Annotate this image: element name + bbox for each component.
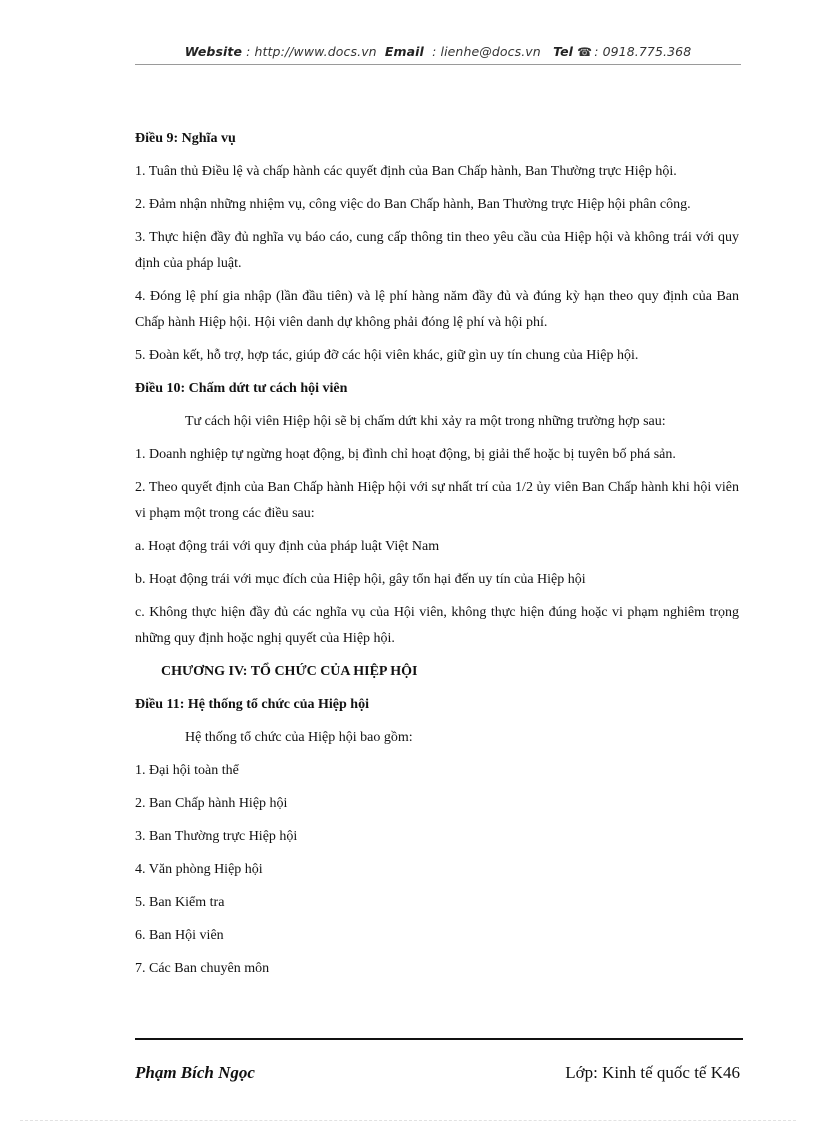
page-bottom-edge — [20, 1120, 796, 1121]
article-11-item-2: 2. Ban Chấp hành Hiệp hội — [135, 796, 288, 811]
article-9-item-3: 3. Thực hiện đầy đủ nghĩa vụ báo cáo, cung cấp thông tin theo yêu cầu của Hiệp hội và không trái với quy định của pháp luật. — [135, 230, 739, 271]
article-11-item-5: 5. Ban Kiểm tra — [135, 895, 225, 910]
article-9-heading: Điều 9: Nghĩa vụ — [135, 131, 236, 146]
article-11-item-1: 1. Đại hội toàn thể — [135, 763, 239, 778]
article-11-item-7: 7. Các Ban chuyên môn — [135, 961, 270, 976]
article-11-item-6: 6. Ban Hội viên — [135, 928, 224, 943]
article-10-item-1: 1. Doanh nghiệp tự ngừng hoạt động, bị đình chỉ hoạt động, bị giải thể hoặc bị tuyên bố phá sản. — [135, 447, 676, 462]
article-10-heading: Điều 10: Chấm dứt tư cách hội viên — [135, 381, 348, 396]
article-9-item-1: 1. Tuân thủ Điều lệ và chấp hành các quyết định của Ban Chấp hành, Ban Thường trực Hiệp hội. — [135, 164, 677, 179]
article-11-intro: Hệ thống tổ chức của Hiệp hội bao gồm: — [185, 730, 413, 745]
telephone-icon: ☎ — [577, 45, 593, 59]
article-10-intro: Tư cách hội viên Hiệp hội sẽ bị chấm dứt khi xảy ra một trong những trường hợp sau: — [185, 414, 666, 429]
footer-divider — [135, 1038, 743, 1040]
article-11-heading: Điều 11: Hệ thống tổ chức của Hiệp hội — [135, 697, 369, 712]
article-10-item-a: a. Hoạt động trái với quy định của pháp luật Việt Nam — [135, 539, 440, 554]
article-10-item-c: c. Không thực hiện đầy đủ các nghĩa vụ của Hội viên, không thực hiện đúng hoặc vi phạm nghiêm trọng những quy định hoặc nghị quyết của Hiệp hội. — [135, 605, 739, 646]
footer-class-info: Lớp: Kinh tế quốc tế K46 — [565, 1063, 740, 1082]
footer-author: Phạm Bích Ngọc — [135, 1063, 255, 1082]
tel-label: Tel — [553, 44, 574, 59]
article-9-item-4: 4. Đóng lệ phí gia nhập (lần đầu tiên) và lệ phí hàng năm đầy đủ và đúng kỳ hạn theo quy định của Ban Chấp hành Hiệp hội. Hội viên danh dự không phải đóng lệ phí và hội phí. — [135, 289, 739, 330]
article-11-item-4: 4. Văn phòng Hiệp hội — [135, 862, 263, 877]
website-value: : http://www.docs.vn — [246, 44, 377, 59]
page-header — [135, 44, 741, 59]
email-value: : lienhe@docs.vn — [432, 44, 541, 59]
article-10-item-b: b. Hoạt động trái với mục đích của Hiệp hội, gây tổn hại đến uy tín của Hiệp hội — [135, 572, 586, 587]
article-11-item-3: 3. Ban Thường trực Hiệp hội — [135, 829, 298, 844]
article-9-item-5: 5. Đoàn kết, hỗ trợ, hợp tác, giúp đỡ các hội viên khác, giữ gìn uy tín chung của Hiệp hội. — [135, 348, 639, 363]
document-body — [135, 126, 739, 989]
chapter-4-title: CHƯƠNG IV: TỔ CHỨC CỦA HIỆP HỘI — [161, 664, 418, 679]
website-label: Website — [184, 44, 243, 59]
article-10-item-2: 2. Theo quyết định của Ban Chấp hành Hiệp hội với sự nhất trí của 1/2 ủy viên Ban Chấp hành khi hội viên vi phạm một trong các điều sau: — [135, 480, 739, 521]
tel-value: : 0918.775.368 — [594, 44, 692, 59]
email-label: Email — [384, 44, 424, 59]
article-9-item-2: 2. Đảm nhận những nhiệm vụ, công việc do Ban Chấp hành, Ban Thường trực Hiệp hội phân công. — [135, 197, 691, 212]
header-divider — [135, 64, 741, 65]
